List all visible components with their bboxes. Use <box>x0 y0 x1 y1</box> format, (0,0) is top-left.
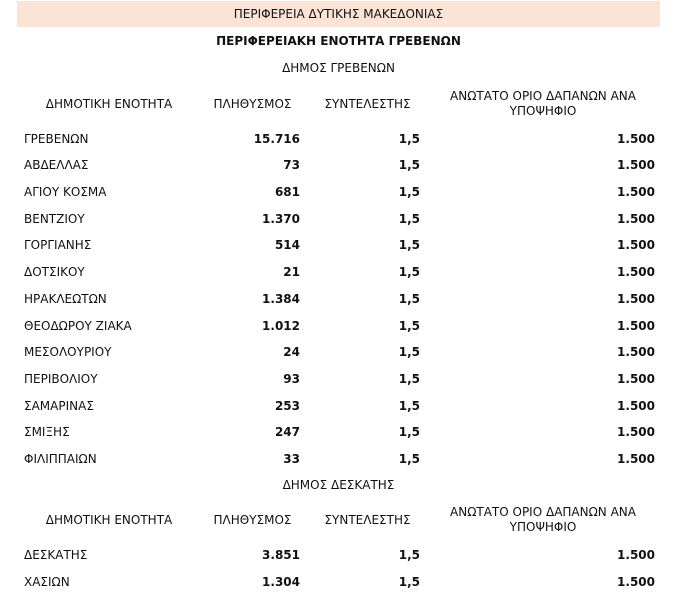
header-coefficient: ΣΥΝΤΕΛΕΣΤΗΣ <box>324 97 411 111</box>
table-row <box>0 398 697 414</box>
header-max-expenses-line2: ΥΠΟΨΗΦΙΟ <box>509 104 577 118</box>
header-municipal-unit: ΔΗΜΟΤΙΚΗ ΕΝΟΤΗΤΑ <box>45 513 173 527</box>
table-row <box>0 451 697 467</box>
cell-coefficient: 1,5 <box>398 372 420 386</box>
municipality-title-deskati: ΔΗΜΟΣ ΔΕΣΚΑΤΗΣ <box>282 478 395 492</box>
cell-municipal-unit: ΒΕΝΤΖΙΟΥ <box>24 212 85 226</box>
cell-max-expenses: 1.500 <box>617 292 655 306</box>
cell-municipal-unit: ΓΟΡΓΙΑΝΗΣ <box>24 238 92 252</box>
cell-population: 1.370 <box>262 212 300 226</box>
cell-municipal-unit: ΣΜΙΞΗΣ <box>24 425 70 439</box>
cell-coefficient: 1,5 <box>398 132 420 146</box>
cell-max-expenses: 1.500 <box>617 238 655 252</box>
cell-municipal-unit: ΗΡΑΚΛΕΩΤΩΝ <box>24 292 107 306</box>
cell-coefficient: 1,5 <box>398 399 420 413</box>
cell-municipal-unit: ΔΕΣΚΑΤΗΣ <box>24 548 88 562</box>
table-row <box>0 371 697 387</box>
cell-coefficient: 1,5 <box>398 575 420 589</box>
region-header: ΠΕΡΙΦΕΡΕΙΑ ΔΥΤΙΚΗΣ ΜΑΚΕΔΟΝΙΑΣ <box>17 1 660 27</box>
cell-max-expenses: 1.500 <box>617 265 655 279</box>
cell-population: 247 <box>274 425 300 439</box>
cell-population: 93 <box>283 372 300 386</box>
cell-municipal-unit: ΣΑΜΑΡΙΝΑΣ <box>24 399 94 413</box>
header-population: ΠΛΗΘΥΣΜΟΣ <box>213 97 292 111</box>
cell-coefficient: 1,5 <box>398 345 420 359</box>
cell-coefficient: 1,5 <box>398 292 420 306</box>
cell-population: 1.304 <box>262 575 300 589</box>
cell-coefficient: 1,5 <box>398 319 420 333</box>
cell-municipal-unit: ΑΒΔΕΛΛΑΣ <box>24 158 89 172</box>
table-row <box>0 344 697 360</box>
cell-population: 33 <box>283 452 300 466</box>
cell-max-expenses: 1.500 <box>617 452 655 466</box>
municipality-title-grevena: ΔΗΜΟΣ ΓΡΕΒΕΝΩΝ <box>282 61 395 75</box>
table-row <box>0 184 697 200</box>
cell-population: 15.716 <box>253 132 300 146</box>
table-row <box>0 131 697 147</box>
table-row <box>0 211 697 227</box>
regional-unit-title: ΠΕΡΙΦΕΡΕΙΑΚΗ ΕΝΟΤΗΤΑ ΓΡΕΒΕΝΩΝ <box>216 34 461 48</box>
cell-population: 1.384 <box>262 292 300 306</box>
cell-municipal-unit: ΧΑΣΙΩΝ <box>24 575 70 589</box>
cell-max-expenses: 1.500 <box>617 158 655 172</box>
header-municipal-unit: ΔΗΜΟΤΙΚΗ ΕΝΟΤΗΤΑ <box>45 97 173 111</box>
table-row <box>0 291 697 307</box>
cell-coefficient: 1,5 <box>398 212 420 226</box>
cell-municipal-unit: ΦΙΛΙΠΠΑΙΩΝ <box>24 452 97 466</box>
cell-population: 514 <box>274 238 300 252</box>
cell-coefficient: 1,5 <box>398 425 420 439</box>
table-row <box>0 157 697 173</box>
header-max-expenses-line2: ΥΠΟΨΗΦΙΟ <box>509 520 577 534</box>
header-coefficient: ΣΥΝΤΕΛΕΣΤΗΣ <box>324 513 411 527</box>
cell-municipal-unit: ΔΟΤΣΙΚΟΥ <box>24 265 85 279</box>
cell-max-expenses: 1.500 <box>617 345 655 359</box>
cell-max-expenses: 1.500 <box>617 212 655 226</box>
cell-population: 681 <box>274 185 300 199</box>
table-row <box>0 424 697 440</box>
cell-coefficient: 1,5 <box>398 548 420 562</box>
cell-municipal-unit: ΑΓΙΟΥ ΚΟΣΜΑ <box>24 185 107 199</box>
cell-population: 1.012 <box>262 319 300 333</box>
cell-max-expenses: 1.500 <box>617 399 655 413</box>
cell-municipal-unit: ΘΕΟΔΩΡΟΥ ΖΙΑΚΑ <box>24 319 132 333</box>
cell-population: 253 <box>274 399 300 413</box>
cell-coefficient: 1,5 <box>398 185 420 199</box>
cell-max-expenses: 1.500 <box>617 372 655 386</box>
table-row <box>0 574 697 590</box>
cell-max-expenses: 1.500 <box>617 132 655 146</box>
cell-coefficient: 1,5 <box>398 158 420 172</box>
cell-population: 3.851 <box>262 548 300 562</box>
header-max-expenses <box>438 89 648 119</box>
cell-coefficient: 1,5 <box>398 238 420 252</box>
cell-population: 73 <box>283 158 300 172</box>
cell-max-expenses: 1.500 <box>617 575 655 589</box>
table-row <box>0 318 697 334</box>
cell-coefficient: 1,5 <box>398 452 420 466</box>
cell-population: 21 <box>283 265 300 279</box>
cell-municipal-unit: ΠΕΡΙΒΟΛΙΟΥ <box>24 372 98 386</box>
header-max-expenses-line1: ΑΝΩΤΑΤΟ ΟΡΙΟ ΔΑΠΑΝΩΝ ΑΝΑ <box>450 89 636 103</box>
header-max-expenses-line1: ΑΝΩΤΑΤΟ ΟΡΙΟ ΔΑΠΑΝΩΝ ΑΝΑ <box>450 505 636 519</box>
table-row <box>0 237 697 253</box>
table-row <box>0 264 697 280</box>
cell-max-expenses: 1.500 <box>617 319 655 333</box>
header-max-expenses <box>438 505 648 535</box>
header-population: ΠΛΗΘΥΣΜΟΣ <box>213 513 292 527</box>
cell-municipal-unit: ΜΕΣΟΛΟΥΡΙΟΥ <box>24 345 112 359</box>
cell-max-expenses: 1.500 <box>617 548 655 562</box>
cell-max-expenses: 1.500 <box>617 425 655 439</box>
table-row <box>0 547 697 563</box>
cell-municipal-unit: ΓΡΕΒΕΝΩΝ <box>24 132 89 146</box>
cell-coefficient: 1,5 <box>398 265 420 279</box>
cell-max-expenses: 1.500 <box>617 185 655 199</box>
cell-population: 24 <box>283 345 300 359</box>
